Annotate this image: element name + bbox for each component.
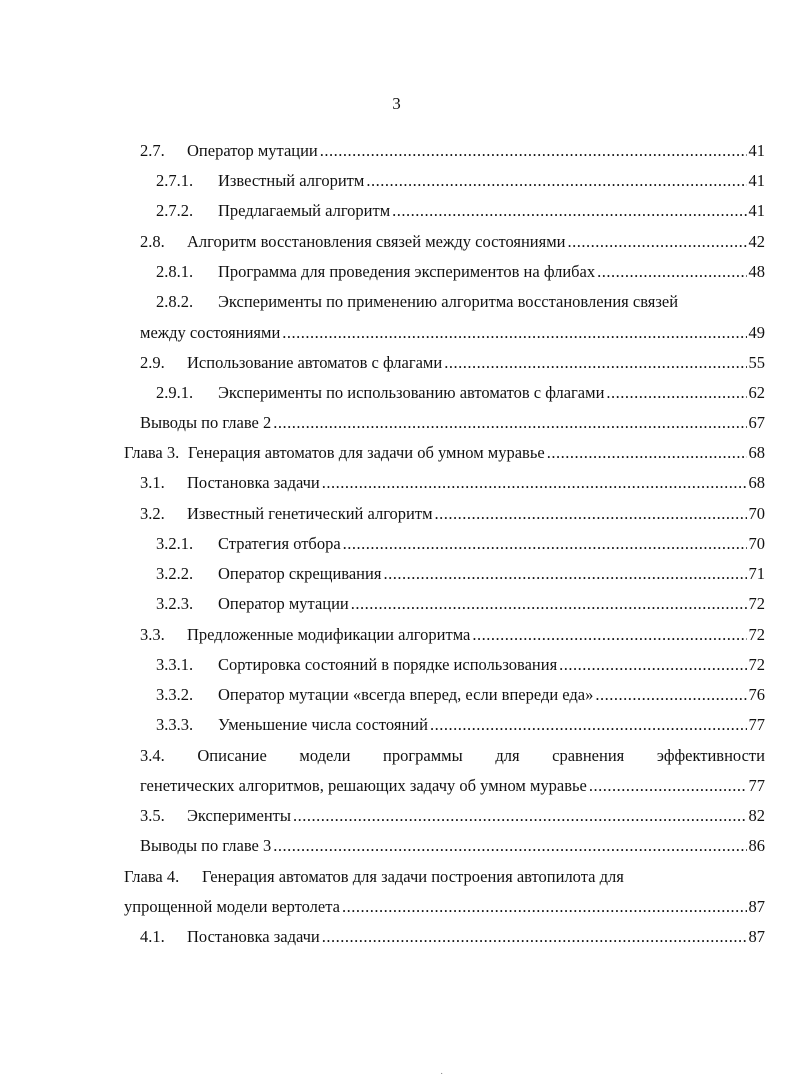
toc-entry[interactable] bbox=[156, 533, 765, 555]
toc-entry-title: Постановка задачи bbox=[187, 927, 320, 946]
toc-entry-continuation[interactable] bbox=[124, 896, 765, 918]
toc-entry-number: Глава 4. bbox=[124, 867, 180, 886]
toc-entry-title: Стратегия отбора bbox=[218, 534, 341, 553]
toc-entry[interactable] bbox=[156, 684, 765, 706]
toc-entry-page: 68 bbox=[748, 473, 765, 492]
toc-entry[interactable] bbox=[156, 593, 765, 615]
toc-entry-page: 67 bbox=[748, 413, 765, 432]
toc-entry-title: Оператор мутации «всегда вперед, если впереди еда» bbox=[218, 685, 594, 704]
toc-entry-number: 3.5. bbox=[140, 806, 165, 825]
toc-entry-title: Генерация автоматов для задачи об умном муравье bbox=[188, 443, 545, 462]
toc-entry-title: Предлагаемый алгоритм bbox=[218, 201, 391, 220]
toc-entry-title: Оператор мутации bbox=[218, 594, 349, 613]
toc-leader-dots bbox=[342, 896, 747, 918]
toc-entry-title-word: эффективности bbox=[656, 746, 765, 765]
toc-leader-dots bbox=[568, 231, 747, 253]
toc-leader-dots bbox=[595, 684, 746, 706]
toc-entry-title-continued: генетических алгоритмов, решающих задачу об умном муравье bbox=[140, 776, 587, 795]
toc-entry-page: 76 bbox=[748, 685, 765, 704]
toc-leader-dots bbox=[320, 140, 747, 162]
toc-leader-dots bbox=[430, 714, 747, 736]
toc-entry-page: 77 bbox=[748, 776, 765, 795]
toc-entry-page: 68 bbox=[748, 443, 765, 462]
toc-entry[interactable] bbox=[140, 412, 765, 434]
toc-entry[interactable] bbox=[156, 170, 765, 192]
toc-chapter-entry[interactable] bbox=[124, 866, 765, 888]
toc-leader-dots bbox=[293, 805, 747, 827]
toc-entry-page: 86 bbox=[748, 836, 765, 855]
toc-entry[interactable] bbox=[156, 714, 765, 736]
toc-leader-dots bbox=[322, 472, 747, 494]
toc-entry[interactable] bbox=[140, 472, 765, 494]
toc-entry-page: 41 bbox=[748, 171, 765, 190]
toc-entry[interactable] bbox=[140, 503, 765, 525]
toc-entry-title: Постановка задачи bbox=[187, 473, 320, 492]
toc-leader-dots bbox=[343, 533, 747, 555]
toc-entry-number: 2.9.1. bbox=[156, 383, 194, 402]
toc-entry-title: Генерация автоматов для задачи построения автопилота для bbox=[202, 867, 624, 886]
toc-entry-title: Известный генетический алгоритм bbox=[187, 504, 433, 523]
toc-leader-dots bbox=[559, 654, 746, 676]
toc-entry-page: 55 bbox=[748, 353, 765, 372]
toc-entry[interactable] bbox=[140, 926, 765, 948]
toc-entry-title: Сортировка состояний в порядке использования bbox=[218, 655, 558, 674]
toc-entry-number: 3.4. bbox=[140, 746, 165, 765]
toc-entry-page: 72 bbox=[748, 625, 765, 644]
toc-entry-title-word: сравнения bbox=[552, 746, 625, 765]
toc-entry-number: 2.9. bbox=[140, 353, 165, 372]
toc-entry-title: Алгоритм восстановления связей между состояниями bbox=[187, 232, 566, 251]
toc-entry-title: Оператор мутации bbox=[187, 141, 318, 160]
scan-speck: ˙ bbox=[440, 1072, 444, 1083]
toc-entry-number: 3.3.3. bbox=[156, 715, 194, 734]
toc-entry[interactable] bbox=[140, 835, 765, 857]
toc-leader-dots bbox=[392, 200, 746, 222]
toc-entry-number: 3.3.1. bbox=[156, 655, 194, 674]
toc-entry-title: Программа для проведения экспериментов на флибах bbox=[218, 262, 596, 281]
toc-entry-page: 48 bbox=[748, 262, 765, 281]
toc-entry[interactable] bbox=[156, 382, 765, 404]
toc-entry-page: 71 bbox=[748, 564, 765, 583]
toc-entry-title: Эксперименты bbox=[187, 806, 291, 825]
toc-entry-number: 2.8.1. bbox=[156, 262, 194, 281]
toc-entry[interactable] bbox=[156, 654, 765, 676]
toc-entry-number: 2.7.1. bbox=[156, 171, 194, 190]
toc-entry[interactable] bbox=[156, 200, 765, 222]
toc-leader-dots bbox=[273, 412, 746, 434]
toc-entry-continuation[interactable] bbox=[140, 322, 765, 344]
toc-entry-title: Использование автоматов с флагами bbox=[187, 353, 443, 372]
toc-entry-page: 49 bbox=[748, 323, 765, 342]
toc-entry-page: 42 bbox=[748, 232, 765, 251]
toc-entry-page: 87 bbox=[748, 897, 765, 916]
toc-leader-dots bbox=[351, 593, 747, 615]
toc-leader-dots bbox=[597, 261, 746, 283]
toc-entry-title-word: программы bbox=[383, 746, 463, 765]
toc-entry-number: 3.2. bbox=[140, 504, 165, 523]
toc-entry-title: Уменьшение числа состояний bbox=[218, 715, 428, 734]
toc-entry[interactable] bbox=[140, 140, 765, 162]
toc-entry-number: 2.7.2. bbox=[156, 201, 194, 220]
toc-leader-dots bbox=[435, 503, 747, 525]
toc-entry[interactable] bbox=[156, 291, 765, 313]
toc-leader-dots bbox=[366, 170, 746, 192]
toc-entry-title-word: Описание bbox=[197, 746, 267, 765]
toc-leader-dots bbox=[282, 322, 746, 344]
toc-leader-dots bbox=[472, 624, 746, 646]
toc-leader-dots bbox=[589, 775, 747, 797]
toc-entry[interactable] bbox=[140, 805, 765, 827]
toc-entry-title: Эксперименты по использованию автоматов с флагами bbox=[218, 383, 605, 402]
toc-entry-title: Известный алгоритм bbox=[218, 171, 365, 190]
toc-leader-dots bbox=[547, 442, 747, 464]
toc-entry-page: 77 bbox=[748, 715, 765, 734]
toc-entry-page: 70 bbox=[748, 534, 765, 553]
toc-entry-number: 3.3. bbox=[140, 625, 165, 644]
toc-entry[interactable] bbox=[156, 563, 765, 585]
toc-entry-number: 3.2.1. bbox=[156, 534, 194, 553]
toc-entry-number: 3.2.3. bbox=[156, 594, 194, 613]
toc-entry-page: 62 bbox=[748, 383, 765, 402]
toc-entry-page: 70 bbox=[748, 504, 765, 523]
toc-entry-number: 3.1. bbox=[140, 473, 165, 492]
toc-leader-dots bbox=[273, 835, 746, 857]
toc-entry-page: 41 bbox=[748, 201, 765, 220]
toc-entry-page: 72 bbox=[748, 655, 765, 674]
toc-entry-page: 82 bbox=[748, 806, 765, 825]
toc-entry-continuation[interactable] bbox=[140, 775, 765, 797]
toc-entry-page: 87 bbox=[748, 927, 765, 946]
toc-entry-number: 3.2.2. bbox=[156, 564, 194, 583]
toc-entry[interactable] bbox=[156, 261, 765, 283]
toc-entry-title: Предложенные модификации алгоритма bbox=[187, 625, 471, 644]
toc-leader-dots bbox=[383, 563, 746, 585]
toc-entry-title-continued: упрощенной модели вертолета bbox=[124, 897, 340, 916]
toc-entry-page: 72 bbox=[748, 594, 765, 613]
toc-entry[interactable] bbox=[140, 352, 765, 374]
toc-leader-dots bbox=[322, 926, 747, 948]
toc-entry-title: Эксперименты по применению алгоритма восстановления связей bbox=[218, 292, 679, 311]
toc-entry-number: 2.7. bbox=[140, 141, 165, 160]
page-number: 3 bbox=[392, 94, 401, 113]
toc-entry-page: 41 bbox=[748, 141, 765, 160]
toc-entry-title: Выводы по главе 3 bbox=[140, 836, 272, 855]
toc-entry-number: 2.8.2. bbox=[156, 292, 194, 311]
toc-entry-title-word: для bbox=[495, 746, 520, 765]
toc-entry[interactable] bbox=[140, 231, 765, 253]
toc-leader-dots bbox=[444, 352, 746, 374]
toc-entry-number: 2.8. bbox=[140, 232, 165, 251]
toc-entry[interactable] bbox=[140, 624, 765, 646]
toc-chapter-entry[interactable] bbox=[124, 442, 765, 464]
toc-entry-number: Глава 3. bbox=[124, 443, 180, 462]
toc-entry-title-word: модели bbox=[299, 746, 351, 765]
toc-entry[interactable] bbox=[140, 745, 765, 767]
toc-entry-title: Выводы по главе 2 bbox=[140, 413, 272, 432]
toc-entry-title: Оператор скрещивания bbox=[218, 564, 382, 583]
toc-entry-number: 4.1. bbox=[140, 927, 165, 946]
toc-entry-title-continued: между состояниями bbox=[140, 323, 281, 342]
toc-leader-dots bbox=[606, 382, 746, 404]
toc-entry-number: 3.3.2. bbox=[156, 685, 194, 704]
